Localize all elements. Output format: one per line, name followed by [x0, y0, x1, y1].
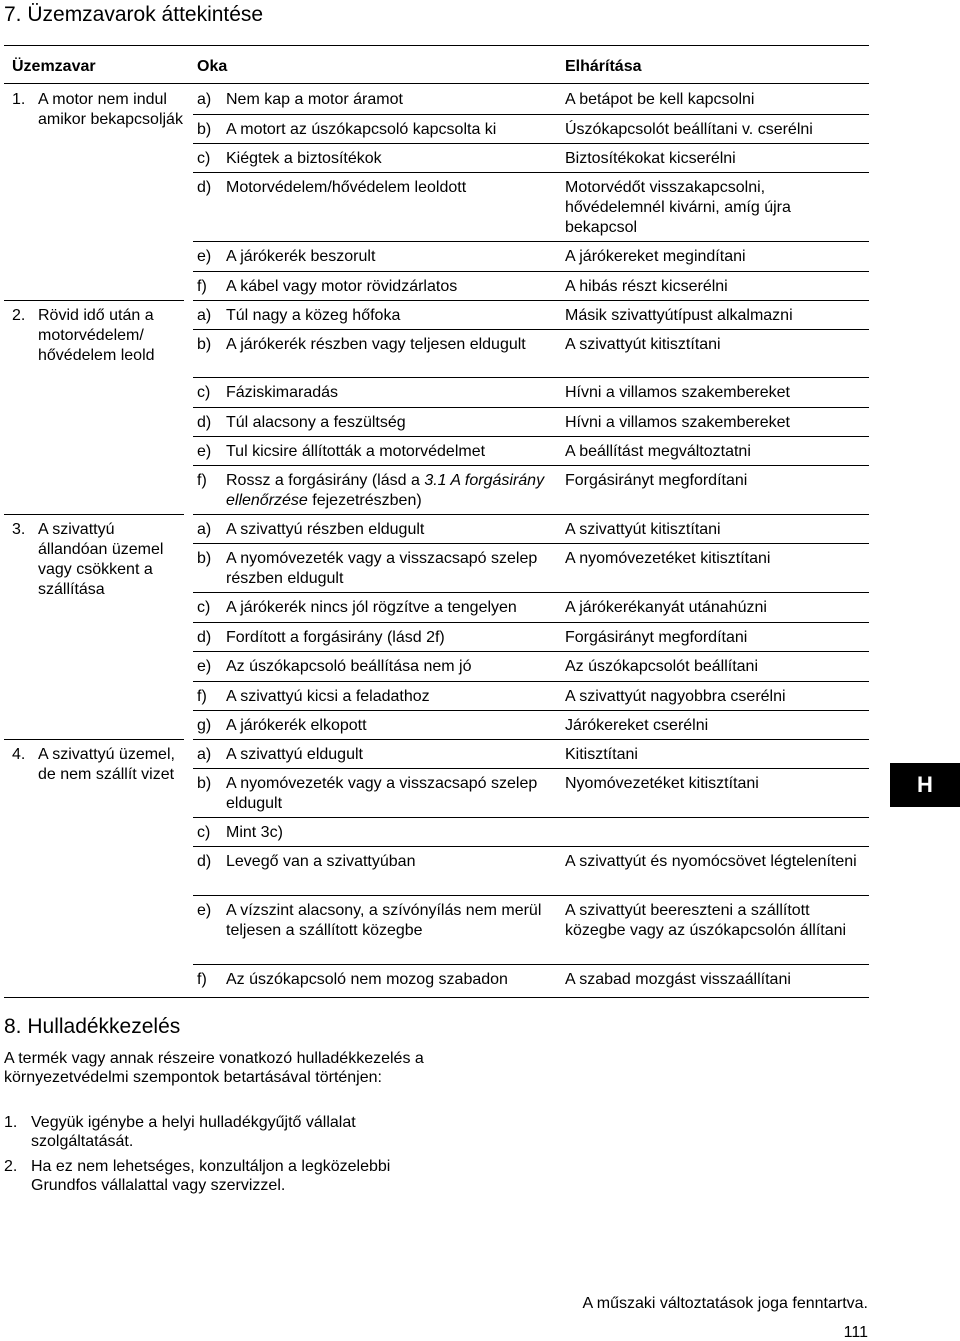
- header-bottom-rule: [4, 83, 869, 84]
- list-number: 2.: [4, 1158, 18, 1175]
- row-remedy: Forgásirányt megfordítani: [565, 472, 748, 489]
- row-letter: g): [197, 717, 212, 734]
- row-letter: a): [197, 521, 212, 538]
- row-remedy: Úszókapcsolót beállítani v. cserélni: [565, 121, 813, 138]
- row-separator: [193, 271, 869, 272]
- row-separator: [193, 846, 869, 847]
- cause-text: fejezetrészben): [307, 492, 422, 509]
- row-remedy: A hibás részt kicserélni: [565, 278, 728, 295]
- row-separator: [193, 241, 869, 242]
- row-separator: [193, 622, 869, 623]
- row-letter: d): [197, 414, 212, 431]
- row-remedy: A betápot be kell kapcsolni: [565, 91, 755, 108]
- row-remedy: A beállítást megváltoztatni: [565, 443, 751, 460]
- row-separator: [193, 172, 869, 173]
- row-separator: [193, 592, 869, 593]
- list-number: 1.: [4, 1114, 18, 1131]
- row-separator: [193, 114, 869, 115]
- row-separator: [193, 143, 869, 144]
- row-remedy: Hívni a villamos szakembereket: [565, 384, 790, 401]
- section-8-intro: A termék vagy annak részeire vonatkozó hulladékkezelés a környezetvédelmi szempontok betartásával történjen:: [4, 1050, 424, 1086]
- row-cause: A járókerék nincs jól rögzítve a tengelyen: [226, 599, 517, 616]
- row-remedy: Forgásirányt megfordítani: [565, 629, 748, 646]
- row-separator: [193, 817, 869, 818]
- row-remedy: A szivattyút és nyomócsövet légteleníteni: [565, 853, 857, 870]
- row-separator: [193, 964, 869, 965]
- row-letter: a): [197, 746, 212, 763]
- row-remedy: A szivattyút nagyobbra cserélni: [565, 688, 786, 705]
- row-cause: A kábel vagy motor rövidzárlatos: [226, 278, 458, 295]
- row-letter: b): [197, 336, 212, 353]
- row-letter: d): [197, 853, 212, 870]
- table-top-rule: [4, 45, 869, 46]
- row-cause: Az úszókapcsoló beállítása nem jó: [226, 658, 472, 675]
- row-cause: A járókerék részben vagy teljesen eldugult: [226, 336, 526, 353]
- row-letter: e): [197, 902, 212, 919]
- row-remedy: A szivattyút beereszteni a szállított közegbe vagy az úszókapcsolón állítani: [565, 902, 847, 939]
- row-letter: a): [197, 91, 212, 108]
- row-cause: A szivattyú eldugult: [226, 746, 363, 763]
- row-separator: [193, 895, 869, 896]
- section-7-title: 7. Üzemzavarok áttekintése: [4, 3, 264, 26]
- row-remedy: A járókereket megindítani: [565, 248, 746, 265]
- row-letter: f): [197, 278, 207, 295]
- section-8-title: 8. Hulladékkezelés: [4, 1015, 181, 1038]
- row-cause: Fáziskimaradás: [226, 384, 339, 401]
- fault-item: 2. Rövid idő után a motorvédelem/ hővédelem leold: [12, 307, 155, 364]
- row-separator: [193, 329, 869, 330]
- row-cause: A nyomóvezeték vagy a visszacsapó szelep részben eldugult: [226, 550, 538, 587]
- row-separator: [193, 300, 869, 301]
- row-remedy: A szabad mozgást visszaállítani: [565, 971, 791, 988]
- row-cause: Az úszókapcsoló nem mozog szabadon: [226, 971, 508, 988]
- row-remedy: Motorvédőt visszakapcsolni, hővédelemnél kivárni, amíg újra bekapcsol: [565, 179, 791, 236]
- row-remedy: Járókereket cserélni: [565, 717, 709, 734]
- row-separator: [193, 768, 869, 769]
- row-remedy: Kitisztítani: [565, 746, 638, 763]
- row-separator: [193, 514, 869, 515]
- cause-reference: 3.1 A forgásirány ellenőrzése: [226, 472, 545, 509]
- row-cause: Túl nagy a közeg hőfoka: [226, 307, 401, 324]
- row-separator: [193, 543, 869, 544]
- row-letter: e): [197, 248, 212, 265]
- list-item: Ha ez nem lehetséges, konzultáljon a legközelebbi Grundfos vállalattal vagy szervizzel.: [31, 1158, 391, 1194]
- row-remedy: Hívni a villamos szakembereket: [565, 414, 790, 431]
- row-separator: [193, 436, 869, 437]
- row-cause: Túl alacsony a feszültség: [226, 414, 406, 431]
- row-separator: [193, 465, 869, 466]
- row-letter: c): [197, 150, 211, 167]
- row-cause: Tul kicsire állították a motorvédelmet: [226, 443, 486, 460]
- row-cause: A motort az úszókapcsoló kapcsolta ki: [226, 121, 497, 138]
- header-fault: Üzemzavar: [12, 58, 96, 75]
- list-item: Vegyük igénybe a helyi hulladékgyűjtő vállalat szolgáltatását.: [31, 1114, 356, 1150]
- row-separator: [193, 739, 869, 740]
- row-cause: A nyomóvezeték vagy a visszacsapó szelep eldugult: [226, 775, 538, 812]
- row-letter: e): [197, 443, 212, 460]
- row-separator: [193, 377, 869, 378]
- row-cause: Nem kap a motor áramot: [226, 91, 403, 108]
- row-separator: [193, 651, 869, 652]
- row-letter: e): [197, 658, 212, 675]
- table-bottom-rule: [4, 997, 869, 998]
- row-cause: A szivattyú kicsi a feladathoz: [226, 688, 430, 705]
- row-cause: Fordított a forgásirány (lásd 2f): [226, 629, 445, 646]
- row-letter: b): [197, 775, 212, 792]
- row-cause: A szivattyú részben eldugult: [226, 521, 425, 538]
- row-cause: A vízszint alacsony, a szívónyílás nem merül teljesen a szállított közegbe: [226, 902, 542, 939]
- section-tab-h: H: [890, 763, 960, 807]
- row-cause: [226, 471, 556, 511]
- page-number: 111: [843, 1324, 868, 1341]
- row-remedy: Nyomóvezetéket kitisztítani: [565, 775, 759, 792]
- row-cause: A járókerék elkopott: [226, 717, 367, 734]
- row-separator: [193, 681, 869, 682]
- row-letter: b): [197, 121, 212, 138]
- fault-item: 1. A motor nem indul amikor bekapcsolják: [12, 91, 183, 128]
- row-cause: Kiégtek a biztosítékok: [226, 150, 382, 167]
- fault-item: 3. A szivattyú állandóan üzemel vagy csökkent a szállítása: [12, 521, 164, 598]
- row-letter: d): [197, 629, 212, 646]
- row-letter: f): [197, 472, 207, 489]
- row-remedy: A szivattyút kitisztítani: [565, 336, 721, 353]
- row-remedy: A szivattyút kitisztítani: [565, 521, 721, 538]
- row-letter: c): [197, 384, 211, 401]
- row-letter: f): [197, 971, 207, 988]
- row-remedy: Az úszókapcsolót beállítani: [565, 658, 758, 675]
- fault-separator: [4, 300, 184, 301]
- row-cause: Motorvédelem/hővédelem leoldott: [226, 179, 467, 196]
- row-cause: Mint 3c): [226, 824, 283, 841]
- header-remedy: Elhárítása: [565, 58, 642, 75]
- row-letter: b): [197, 550, 212, 567]
- row-remedy: A nyomóvezetéket kitisztítani: [565, 550, 771, 567]
- row-cause: A járókerék beszorult: [226, 248, 376, 265]
- footer-note: A műszaki változtatások joga fenntartva.: [582, 1295, 868, 1312]
- row-letter: f): [197, 688, 207, 705]
- row-letter: c): [197, 824, 211, 841]
- header-cause: Oka: [197, 58, 228, 75]
- row-separator: [193, 407, 869, 408]
- cause-text: Rossz a forgásirány (lásd a: [226, 472, 425, 489]
- row-remedy: A járókerékanyát utánahúzni: [565, 599, 767, 616]
- row-cause: Levegő van a szivattyúban: [226, 853, 416, 870]
- row-letter: c): [197, 599, 211, 616]
- row-letter: d): [197, 179, 212, 196]
- row-letter: a): [197, 307, 212, 324]
- row-remedy: Biztosítékokat kicserélni: [565, 150, 736, 167]
- row-remedy: Másik szivattyútípust alkalmazni: [565, 307, 793, 324]
- row-separator: [193, 710, 869, 711]
- fault-separator: [4, 514, 184, 515]
- fault-item: 4. A szivattyú üzemel, de nem szállít vizet: [12, 746, 175, 783]
- fault-separator: [4, 739, 184, 740]
